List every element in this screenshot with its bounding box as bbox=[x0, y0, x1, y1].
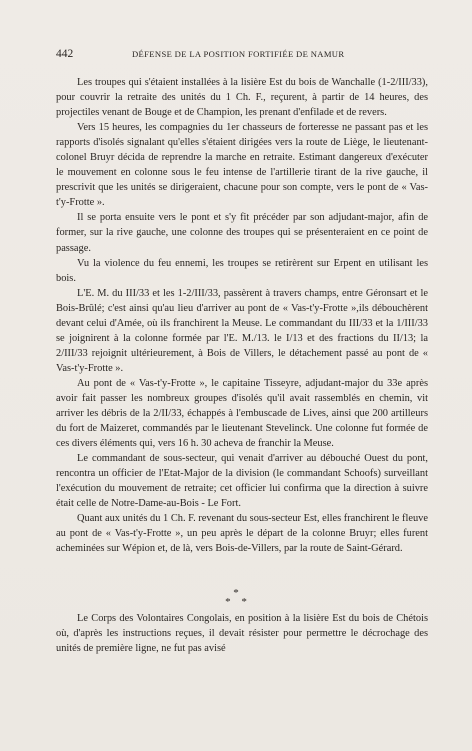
paragraph-1: Les troupes qui s'étaient installées à la lisière Est du bois de Wanchalle (1-2/III/33), pour couvrir la retraite des unités du 1 Ch. F., reçurent, à partir de 14 heures, des projectiles venant de Bouge et de Champion, les prenant d'enfilade et de revers. bbox=[56, 77, 428, 119]
paragraph-7: Le commandant de sous-secteur, qui venait d'arriver au débouché Ouest du pont, rencontra un officier de l'Etat-Major de la division (le commandant Schoofs) surveillant l'exécution du mouvement de retraite; cet officier lui confirma que la direction à suivre était celle de Notre-Dame-au-Bois - Le Fort. bbox=[56, 453, 428, 510]
separator-asterisk: * bbox=[233, 587, 239, 599]
separator-asterisk: * bbox=[241, 596, 247, 608]
paragraph-3: Il se porta ensuite vers le pont et s'y fit précéder par son adjudant-major, afin de former, sur la rive gauche, une colonne des troupes qui se présenteraient en ce point de passage. bbox=[56, 212, 428, 254]
paragraph-8: Quant aux unités du 1 Ch. F. revenant du sous-secteur Est, elles franchirent le fleuve au pont de « Vas-t'y-Frotte », un peu après le départ de la colonne Bruyr; elles furent acheminées sur Wépion et, de là, vers Bois-de-Villers, par la route de Saint-Gérard. bbox=[56, 513, 428, 555]
closing-paragraph: Le Corps des Volontaires Congolais, en position à la lisière Est du bois de Chétois où, d'après les instructions reçues, il devait résister pour permettre le décrochage des unités de première ligne, ne fut pas avisé bbox=[56, 613, 428, 655]
body-text bbox=[56, 75, 428, 557]
running-head: DÉFENSE DE LA POSITION FORTIFIÉE DE NAMUR bbox=[132, 49, 345, 59]
paragraph-2: Vers 15 heures, les compagnies du 1er chasseurs de forteresse ne passant pas et les rapports d'isolés signalant qu'elles s'étaient dirigées vers la route de Liège, le lieutenant-colonel Bruyr décida de reprendre la marche en retraite. Estimant dangereux d'exécuter le mouvement en colonne sous le feu intense de l'artillerie tirant de la rive gauche, il prescrivit que les unités se dirigeraient, chacune pour son compte, vers le pont de « Vas-t'y-Frotte ». bbox=[56, 122, 428, 209]
closing-text bbox=[56, 611, 428, 656]
page-header bbox=[56, 46, 428, 62]
paragraph-6: Au pont de « Vas-t'y-Frotte », le capitaine Tisseyre, adjudant-major du 33e après avoir fait passer les nombreux groupes d'isolés qu'il avait rassemblés en chemin, vit arriver les débris de la 2/II/33, échappés à l'embuscade de Lives, ainsi que 200 artilleurs du fort de Maizeret, commandés par le lieutenant Stevelinck. Une colonne fut formée de ces divers éléments qui, vers 16 h. 30 acheva de franchir la Meuse. bbox=[56, 377, 428, 450]
paragraph-5: L'E. M. du III/33 et les 1-2/III/33, passèrent à travers champs, entre Géronsart et le Bois-Brûlé; c'est ainsi qu'au lieu d'arriver au pont de « Vas-t'y-Frotte »,ils débouchèrent devant celui d'Amée, où ils franchirent la Meuse. Le commandant du III/33 et la 1/III/33 se joignirent à la colonne formée par l'E. M./13. le I/13 et des fractions du II/13; la 2/III/33 rejoignit ultérieurement, à Bois de Villers, le détachement passé au pont de « Vas-t'y-Frotte ». bbox=[56, 287, 428, 374]
section-separator-bottom bbox=[0, 598, 472, 607]
page-number: 442 bbox=[56, 48, 74, 60]
separator-asterisk: * bbox=[225, 596, 231, 608]
paragraph-4: Vu la violence du feu ennemi, les troupes se retirèrent sur Erpent en utilisant les bois. bbox=[56, 257, 428, 284]
